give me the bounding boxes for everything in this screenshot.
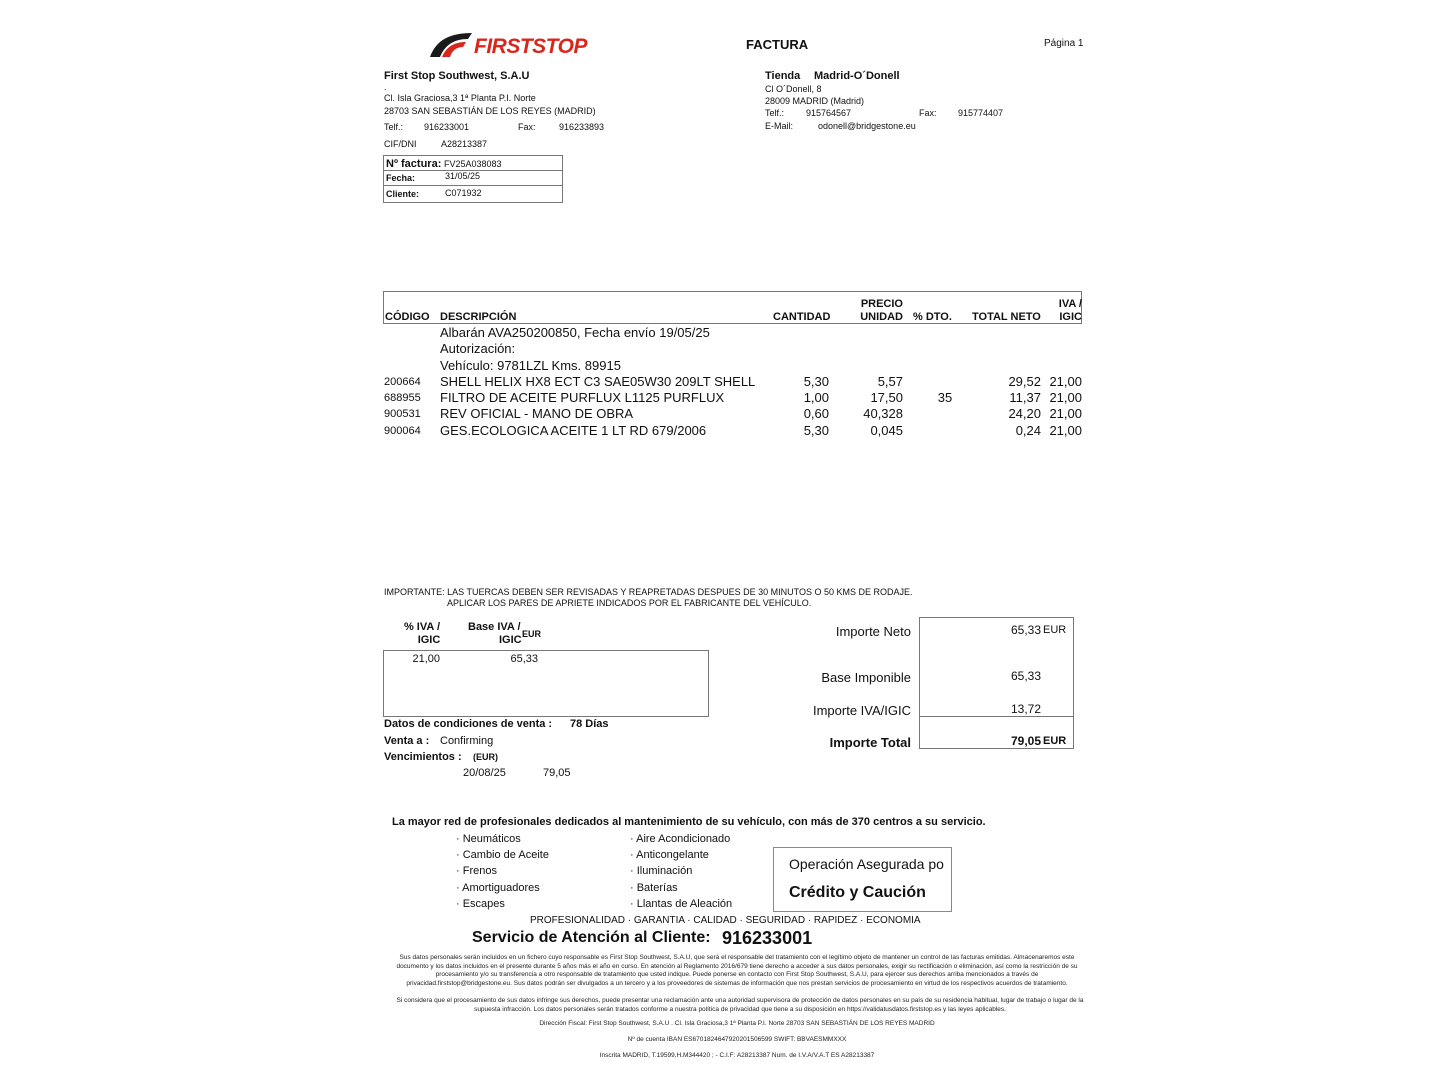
venta-value: Confirming (440, 735, 494, 747)
col-descripcion: DESCRIPCIÓN (440, 311, 517, 323)
company-address-2: 28703 SAN SEBASTIÁN DE LOS REYES (MADRID) (384, 106, 596, 116)
registry-line: Inscrita MADRID, T.19599,H.M344420 ; - C.I.F: A28213387 Num. de I.V.A/V.A.T ES A28213387 (599, 1052, 875, 1059)
importe-total-value: 79,05 (1010, 734, 1041, 748)
cell-precio: 0,045 (870, 423, 903, 438)
table-note: Albarán AVA250200850, Fecha envío 19/05/25 (440, 325, 710, 340)
cell-descripcion: FILTRO DE ACEITE PURFLUX L1125 PURFLUX (440, 390, 725, 405)
page-number: Página 1 (1044, 38, 1084, 49)
col-precio-1: PRECIO (860, 298, 903, 310)
cell-total: 29,52 (1008, 374, 1041, 389)
cell-cantidad: 0,60 (803, 406, 829, 421)
due-amount: 79,05 (543, 767, 571, 779)
invoice-client: C071932 (445, 188, 482, 198)
importe-iva-label: Importe IVA/IGIC (812, 703, 911, 718)
vencimientos-label: Vencimientos : (384, 751, 462, 763)
company-fax: 916233893 (559, 122, 605, 132)
document-title: FACTURA (746, 37, 809, 52)
store-address-1: Cl O´Donell, 8 (765, 84, 822, 94)
col-codigo: CÓDIGO (385, 311, 430, 323)
store-tel-label: Telf.: (765, 108, 785, 118)
cell-codigo: 688955 (384, 392, 421, 404)
base-imponible-label: Base Imponible (821, 670, 911, 685)
company-tel-label: Telf.: (384, 122, 404, 132)
cell-precio: 17,50 (870, 390, 903, 405)
store-tel: 915764567 (806, 108, 852, 118)
values-line: PROFESIONALIDAD · GARANTIA · CALIDAD · SEGURIDAD · RAPIDEZ · ECONOMIA (530, 915, 921, 926)
company-fax-label: Fax: (518, 122, 536, 132)
company-dot: . (384, 82, 387, 92)
importe-neto-value: 65,33 (1010, 623, 1041, 637)
logo-stop-text: STOP (532, 35, 587, 58)
importe-total-currency: EUR (1043, 735, 1067, 747)
store-address-2: 28009 MADRID (Madrid) (765, 96, 865, 106)
company-address-1: Cl. Isla Graciosa,3 1ª Planta P.I. Norte (384, 93, 536, 103)
invoice-number: FV25A038083 (444, 159, 502, 169)
conditions-value: 78 Días (570, 718, 609, 730)
table-note: Autorización: (440, 341, 516, 356)
cell-total: 24,20 (1008, 406, 1041, 421)
service-item: · Escapes (456, 898, 505, 910)
service-item: · Iluminación (630, 865, 693, 877)
marketing-headline: La mayor red de profesionales dedicados al mantenimiento de su vehículo, con más de 370 centros a su servicio. (392, 816, 986, 828)
cell-codigo: 200664 (384, 376, 421, 388)
service-item: · Cambio de Aceite (456, 849, 549, 861)
cell-cantidad: 5,30 (803, 423, 829, 438)
col-dto: % DTO. (913, 311, 952, 323)
privacy-text: Sus datos personales serán incluidos en un fichero cuyo responsable es First Stop Southwest, S.A.U, que será el responsable del tratamiento con el legítimo objeto de mantener un control de las facturas emitidas. Almacenaremos este documento y los datos incluidos en el presente durante 5 años más el año en curso. En atención al Reglamento 2016/679 tiene derecho a acceder a sus datos personales, exigir su rectificación o eliminación, así como la restricción de su procesamiento y/o su transferencia a otro responsable de tratamiento que usted indique. Puede ponerse en contacto con First Stop Southwest, S.A.U, para ejercer sus derechos arriba mencionados a través de privacidad.firststop@bridgestone.eu. Sus datos podrán ser divulgados a un tercero y a los proveedores de sistemas de información que nos prestan servicios de procesamiento en virtud de los respectivos acuerdos de tratamiento. (396, 954, 1078, 987)
service-item: · Aire Acondicionado (630, 833, 731, 845)
fiscal-address: Dirección Fiscal: First Stop Southwest, S.A.U . Cl. Isla Graciosa,3 1ª Planta P.I. Norte 28703 SAN SEBASTIÁN DE LOS REYES MADRID (539, 1020, 935, 1027)
cell-dto: 35 (937, 390, 953, 405)
cell-iva: 21,00 (1049, 406, 1082, 421)
store-email-label: E-Mail: (765, 121, 794, 131)
col-total: TOTAL NETO (972, 311, 1041, 323)
cell-codigo: 900531 (384, 408, 421, 420)
service-item: · Llantas de Aleación (630, 898, 733, 910)
cell-iva: 21,00 (1049, 423, 1082, 438)
base-imponible-value: 65,33 (1010, 669, 1041, 683)
invoice-number-label: Nº factura: (386, 158, 442, 170)
cell-descripcion: REV OFICIAL - MANO DE OBRA (440, 406, 634, 421)
company-cif: A28213387 (441, 139, 488, 149)
store-name: Madrid-O´Donell (814, 70, 900, 82)
cell-precio: 5,57 (877, 374, 903, 389)
service-item: · Baterías (630, 882, 678, 894)
table-note: Vehículo: 9781LZL Kms. 89915 (440, 358, 621, 373)
tax-rate-header-1: % IVA / (403, 621, 441, 633)
conditions-label: Datos de condiciones de venta : (384, 718, 553, 730)
store-email: odonell@bridgestone.eu (818, 121, 916, 131)
service-item: · Amortiguadores (456, 882, 540, 894)
vencimientos-currency: (EUR) (473, 752, 498, 762)
tax-rate-header-2: IGIC (417, 634, 441, 646)
cell-cantidad: 5,30 (803, 374, 829, 389)
tax-base-header-2: IGIC (499, 634, 522, 646)
important-note-line-2: APLICAR LOS PARES DE APRIETE INDICADOS POR EL FABRICANTE DEL VEHÍCULO. (447, 598, 812, 608)
service-item: · Frenos (456, 865, 497, 877)
importe-neto-currency: EUR (1043, 624, 1067, 636)
company-cif-label: CIF/DNI (384, 139, 417, 149)
col-cantidad: CANTIDAD (773, 311, 831, 323)
insurance-line-2: Crédito y Caución (789, 884, 926, 901)
firststop-logo (428, 30, 598, 60)
store-label: Tienda (765, 70, 801, 82)
customer-service-phone: 916233001 (722, 928, 813, 948)
cell-codigo: 900064 (384, 425, 421, 437)
cell-total: 0,24 (1015, 423, 1041, 438)
iban-line: Nº de cuenta IBAN ES6701824647920201506599 SWIFT: BBVAESMMXXX (627, 1036, 847, 1043)
venta-label: Venta a : (384, 735, 430, 747)
importe-iva-value: 13,72 (1010, 702, 1041, 716)
cell-total: 11,37 (1009, 390, 1041, 405)
claim-text: Si considera que el procesamiento de sus datos infringe sus derechos, puede presentar una reclamación ante una autoridad supervisora de protección de datos personales en su país de su residencia habitual, lugar de trabajo o lugar de la supuesta infracción. Los datos personales serán tratados conforme a nuestra política de privacidad que tiene a su disposición en https://validatusdatos.firststop.es y las leyes aplicables. (396, 997, 1084, 1013)
tax-base-currency: EUR (522, 629, 542, 639)
tax-base-value: 65,33 (510, 653, 538, 665)
cell-cantidad: 1,00 (803, 390, 829, 405)
customer-service-label: Servicio de Atención al Cliente: (472, 929, 711, 946)
company-tel: 916233001 (424, 122, 470, 132)
col-iva-2: IGIC (1059, 311, 1082, 323)
cell-iva: 21,00 (1049, 374, 1082, 389)
store-fax-label: Fax: (919, 108, 937, 118)
col-precio-2: UNIDAD (860, 311, 903, 323)
logo-first-text: FIRST (474, 35, 533, 58)
cell-descripcion: GES.ECOLOGICA ACEITE 1 LT RD 679/2006 (440, 423, 707, 438)
tax-rate-value: 21,00 (412, 653, 440, 665)
insurance-line-1: Operación Asegurada po (789, 856, 944, 872)
company-name: First Stop Southwest, S.A.U (384, 70, 530, 82)
invoice-date: 31/05/25 (445, 171, 481, 181)
invoice-date-label: Fecha: (386, 173, 416, 183)
cell-iva: 21,00 (1049, 390, 1082, 405)
due-date: 20/08/25 (463, 767, 506, 779)
cell-descripcion: SHELL HELIX HX8 ECT C3 SAE05W30 209LT SHELL (440, 374, 756, 389)
importe-neto-label: Importe Neto (835, 624, 911, 639)
invoice-client-label: Cliente: (386, 189, 420, 199)
col-iva-1: IVA / (1058, 298, 1082, 310)
service-item: · Anticongelante (630, 849, 709, 861)
cell-precio: 40,328 (863, 406, 903, 421)
service-item: · Neumáticos (456, 833, 521, 845)
store-fax: 915774407 (958, 108, 1004, 118)
important-note-line-1: IMPORTANTE: LAS TUERCAS DEBEN SER REVISADAS Y REAPRETADAS DESPUES DE 30 MINUTOS O 50 KMS DE RODAJE. (384, 587, 913, 597)
logo-stripes-icon (428, 30, 476, 58)
tax-base-header-1: Base IVA / (468, 621, 521, 633)
importe-total-label: Importe Total (829, 735, 911, 750)
